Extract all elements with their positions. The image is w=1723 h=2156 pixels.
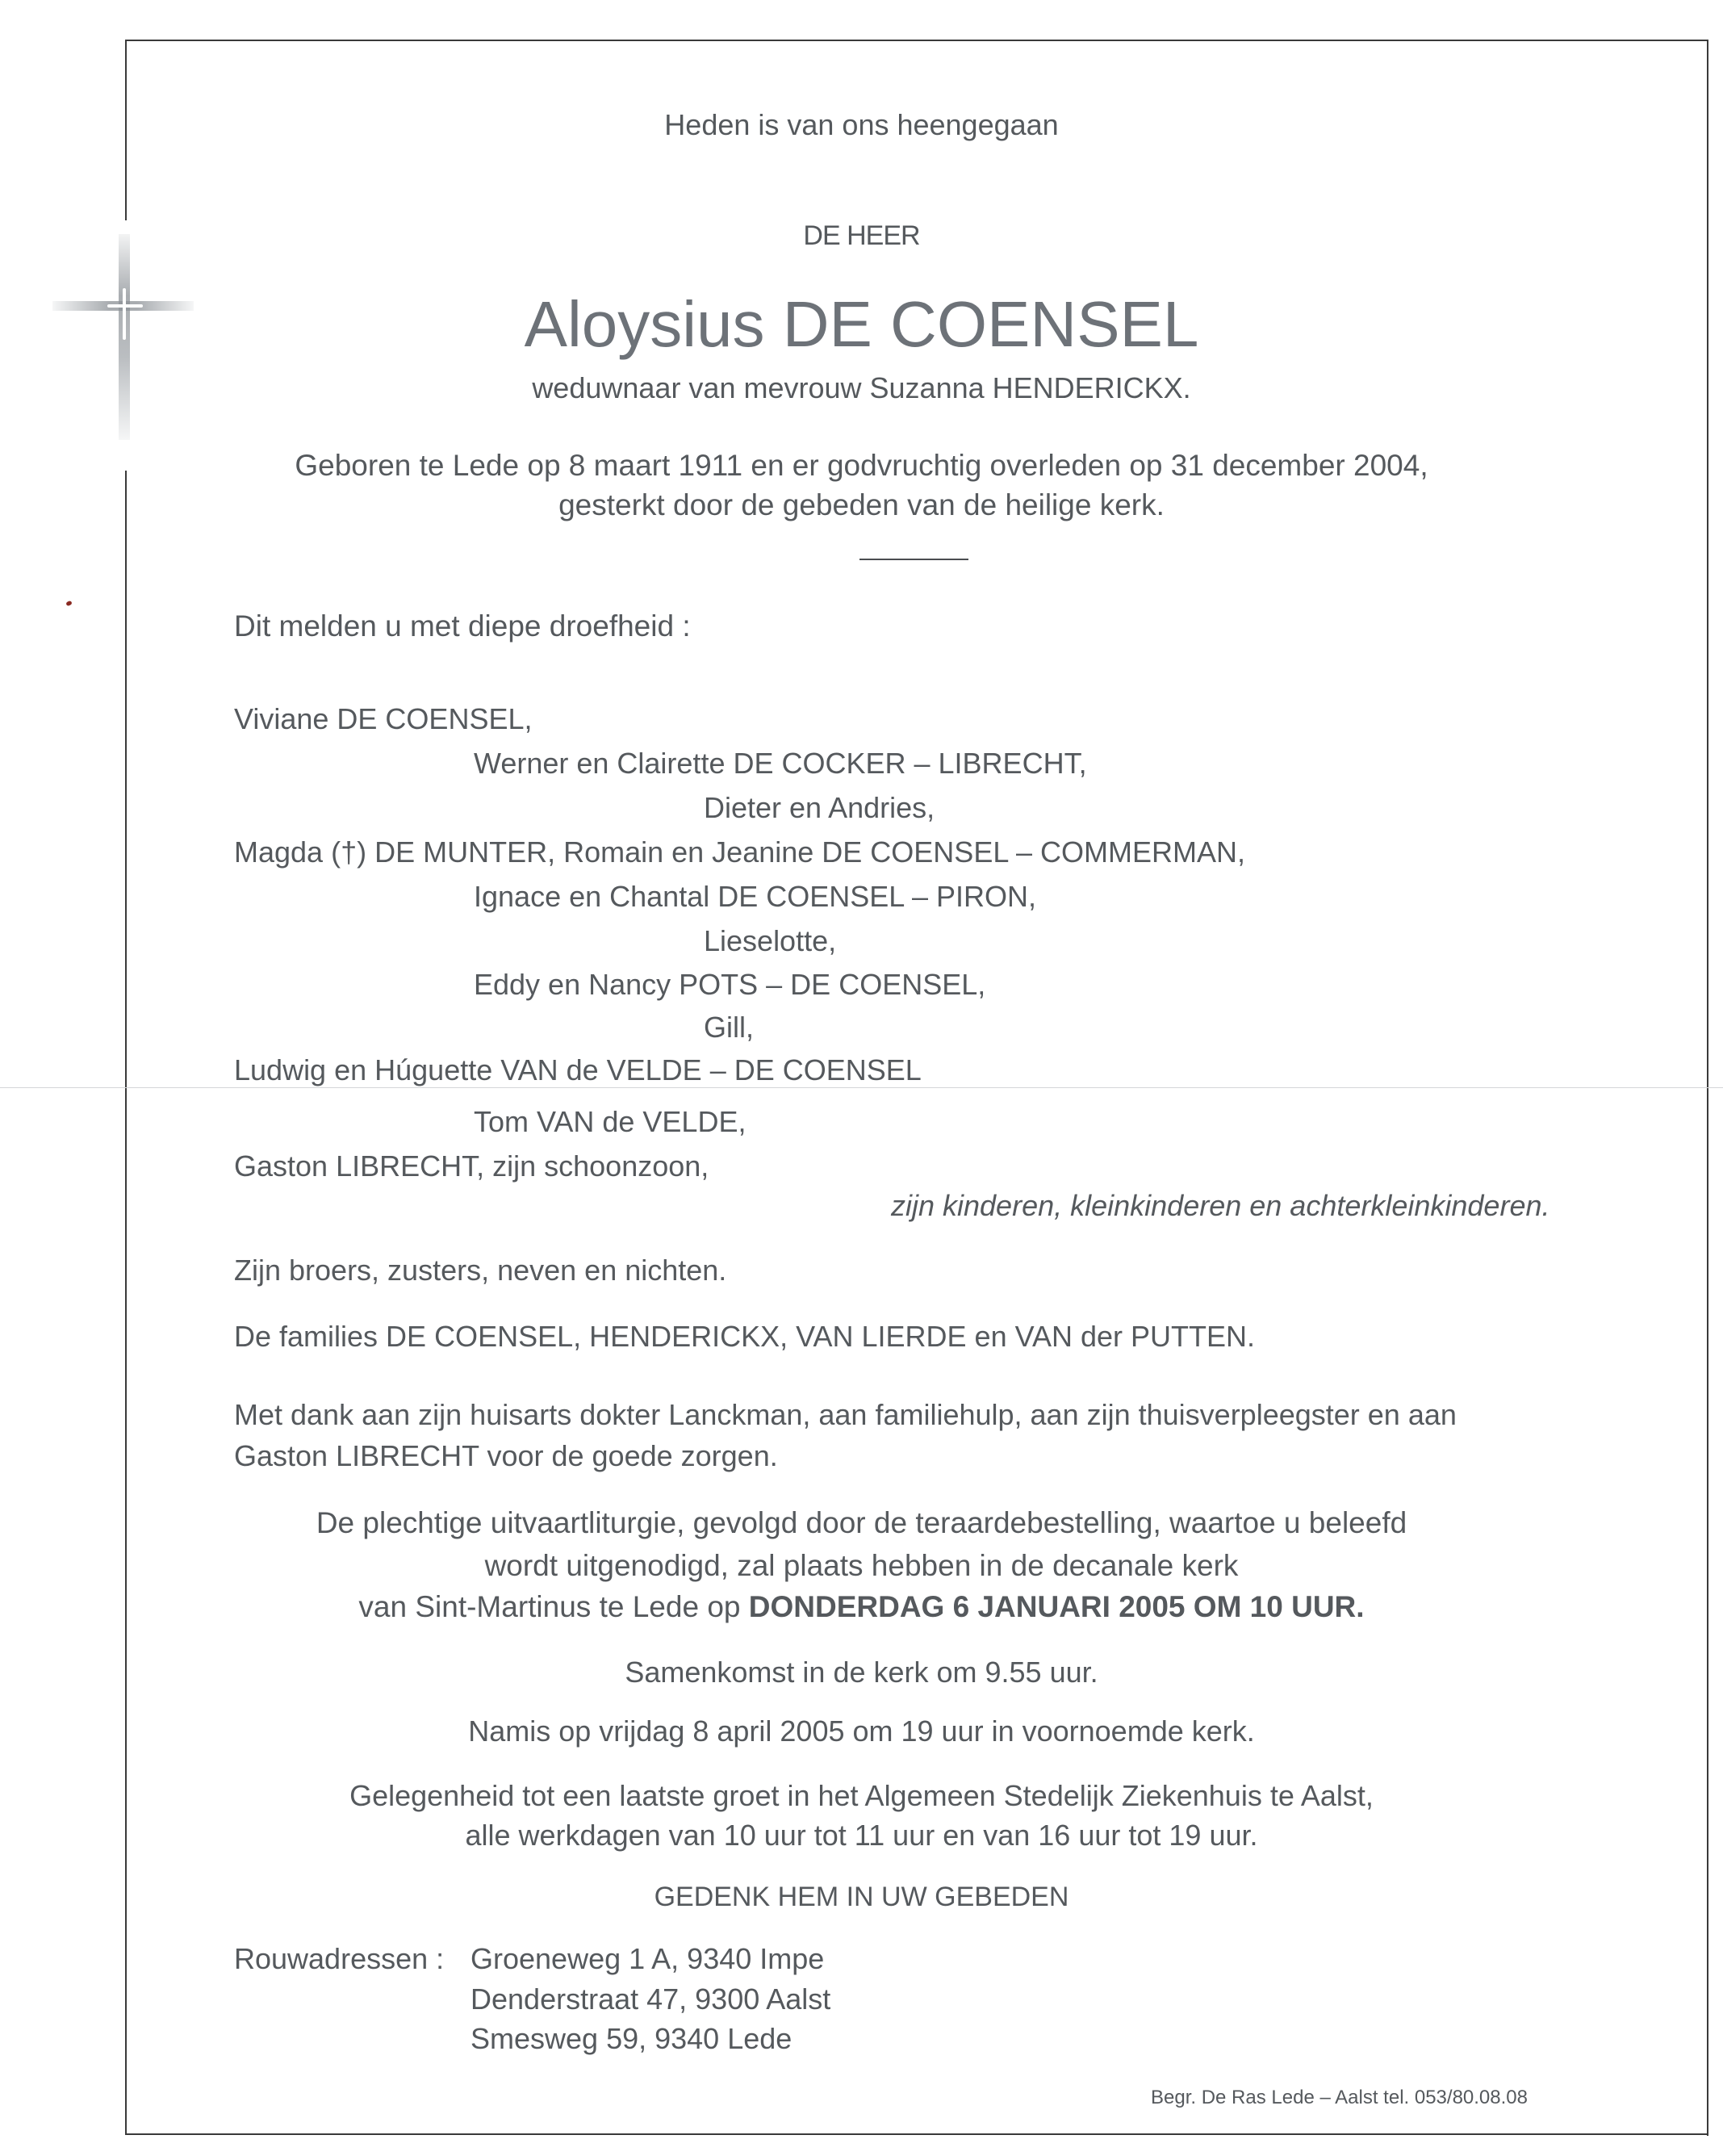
funeral-line-3 bbox=[0, 1590, 1723, 1624]
address-line: Smesweg 59, 9340 Lede bbox=[470, 2022, 792, 2055]
funeral-line-1: De plechtige uitvaartliturgie, gevolgd door de teraardebestelling, waartoe u beleefd bbox=[316, 1506, 1407, 1539]
family-member: Gill, bbox=[704, 1011, 754, 1044]
address-line: Groeneweg 1 A, 9340 Impe bbox=[470, 1942, 825, 1975]
funeral-line-3-prefix: van Sint-Martinus te Lede op bbox=[358, 1590, 749, 1623]
frame-border-bottom bbox=[125, 2133, 1708, 2135]
thanks-line-1: Met dank aan zijn huisarts dokter Lanckman, aan familiehulp, aan zijn thuisverpleegster en aan bbox=[234, 1398, 1457, 1431]
siblings-text: Zijn broers, zusters, neven en nichten. bbox=[234, 1254, 727, 1287]
frame-border-top bbox=[125, 40, 1708, 41]
deceased-name: Aloysius DE COENSEL bbox=[524, 288, 1199, 360]
intro-text: Heden is van ons heengegaan bbox=[664, 108, 1059, 141]
memorial-mass-text: Namis op vrijdag 8 april 2005 om 19 uur in voornoemde kerk. bbox=[468, 1714, 1255, 1748]
printer-credit: Begr. De Ras Lede – Aalst tel. 053/80.08.08 bbox=[1151, 2087, 1528, 2108]
funeral-date: DONDERDAG 6 JANUARI 2005 OM 10 UUR. bbox=[748, 1590, 1365, 1623]
section-divider bbox=[859, 559, 968, 560]
paper-fold-line bbox=[0, 1087, 1723, 1088]
title-text: DE HEER bbox=[803, 220, 920, 251]
farewell-line-2: alle werkdagen van 10 uur tot 11 uur en van 16 uur tot 19 uur. bbox=[465, 1819, 1258, 1852]
family-member: Werner en Clairette DE COCKER – LIBRECHT, bbox=[474, 747, 1087, 780]
birth-death-line-1: Geboren te Lede op 8 maart 1911 en er godvruchtig overleden op 31 december 2004, bbox=[295, 449, 1428, 482]
funeral-line-2: wordt uitgenodigd, zal plaats hebben in de decanale kerk bbox=[484, 1549, 1239, 1582]
farewell-line-1: Gelegenheid tot een laatste groet in het Algemeen Stedelijk Ziekenhuis te Aalst, bbox=[349, 1779, 1374, 1812]
family-member: Ludwig en Húguette VAN de VELDE – DE COENSEL bbox=[234, 1053, 922, 1086]
family-member: Viviane DE COENSEL, bbox=[234, 702, 533, 735]
addresses-label: Rouwadressen : bbox=[234, 1942, 445, 1975]
gathering-text: Samenkomst in de kerk om 9.55 uur. bbox=[625, 1656, 1098, 1689]
birth-death-line-2: gesterkt door de gebeden van de heilige kerk. bbox=[558, 488, 1165, 521]
address-line: Denderstraat 47, 9300 Aalst bbox=[470, 1982, 831, 2016]
family-member: Dieter en Andries, bbox=[704, 791, 935, 824]
family-member: Eddy en Nancy POTS – DE COENSEL, bbox=[474, 968, 986, 1001]
widower-text: weduwnaar van mevrouw Suzanna HENDERICKX. bbox=[532, 371, 1191, 404]
thanks-line-2: Gaston LIBRECHT voor de goede zorgen. bbox=[234, 1439, 778, 1472]
family-member: Gaston LIBRECHT, zijn schoonzoon, bbox=[234, 1149, 709, 1183]
ink-speck bbox=[65, 601, 72, 606]
family-member: Ignace en Chantal DE COENSEL – PIRON, bbox=[474, 880, 1036, 913]
family-member: Lieselotte, bbox=[704, 924, 837, 957]
family-member: Tom VAN de VELDE, bbox=[474, 1105, 746, 1138]
prayer-text: GEDENK HEM IN UW GEBEDEN bbox=[654, 1882, 1069, 1912]
family-summary: zijn kinderen, kleinkinderen en achterkleinkinderen. bbox=[891, 1189, 1550, 1222]
announcement-text: Dit melden u met diepe droefheid : bbox=[234, 609, 691, 643]
family-member: Magda (†) DE MUNTER, Romain en Jeanine DE COENSEL – COMMERMAN, bbox=[234, 835, 1246, 869]
families-text: De families DE COENSEL, HENDERICKX, VAN LIERDE en VAN der PUTTEN. bbox=[234, 1320, 1255, 1353]
